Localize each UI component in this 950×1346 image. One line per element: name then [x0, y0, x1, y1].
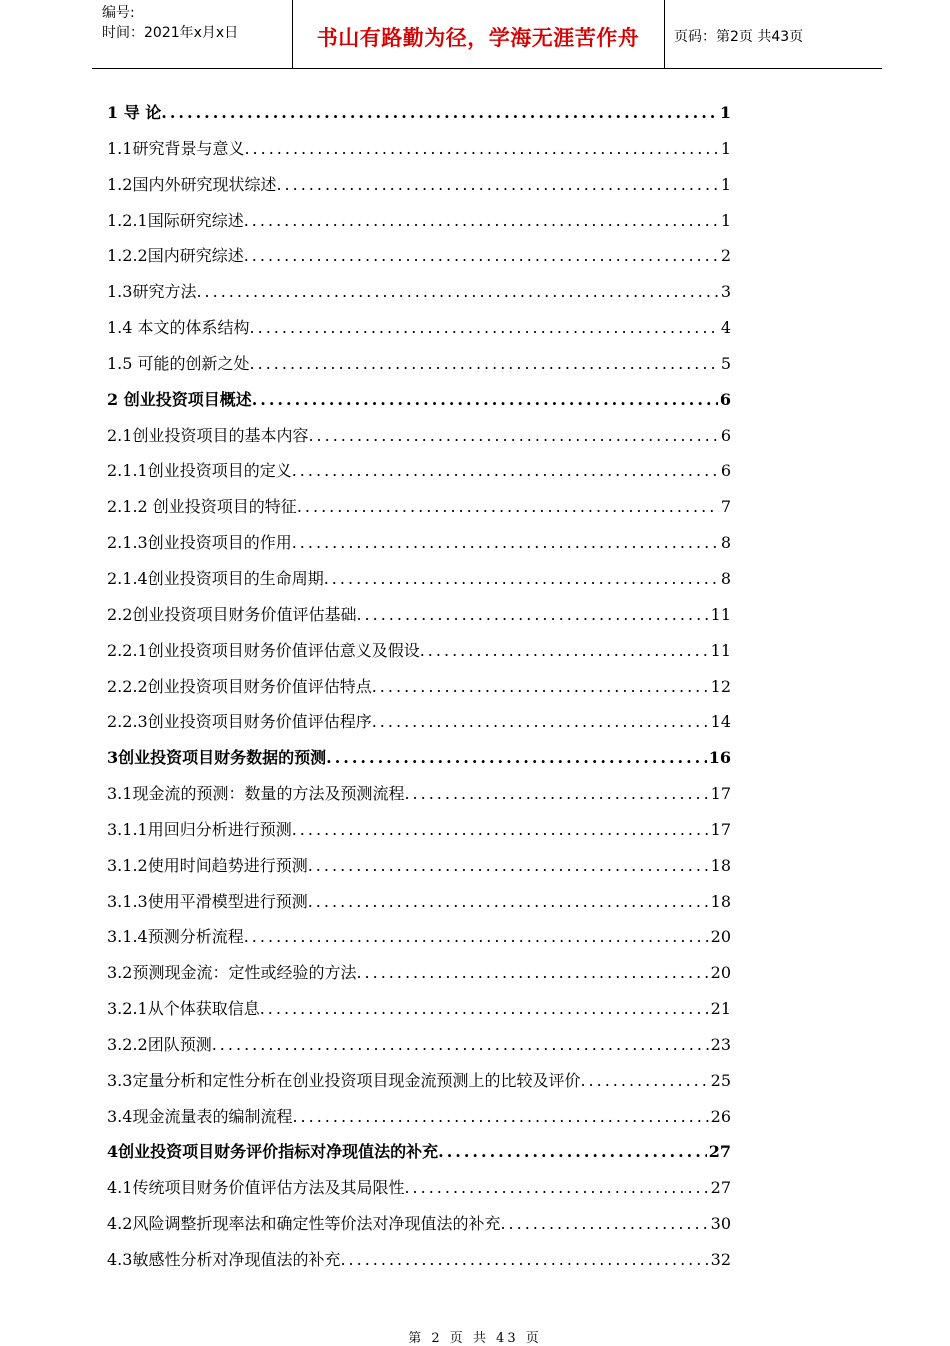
- toc-entry-title: 2.1创业投资项目的基本内容: [107, 425, 309, 445]
- toc-dot-leader: [324, 561, 719, 597]
- toc-dot-leader: [356, 955, 708, 991]
- toc-entry-title: 2.2.1创业投资项目财务价值评估意义及假设: [107, 640, 420, 660]
- toc-entry[interactable]: [107, 489, 731, 525]
- toc-entry[interactable]: [107, 1063, 731, 1099]
- header-page-cell: [664, 0, 882, 68]
- toc-entry-page-number: 2: [720, 246, 731, 266]
- toc-entry-title: 3.1.3使用平滑模型进行预测: [107, 891, 308, 911]
- toc-dot-leader: [244, 919, 709, 955]
- toc-dot-leader: [308, 884, 709, 920]
- toc-entry-page-number: 6: [719, 389, 731, 409]
- table-of-contents: [107, 95, 731, 1278]
- toc-entry-title: 2.2创业投资项目财务价值评估基础: [107, 604, 357, 624]
- toc-entry-page-number: 1: [720, 138, 731, 158]
- toc-entry-page-number: 14: [710, 712, 731, 732]
- toc-dot-leader: [244, 203, 719, 239]
- toc-entry-title: 2.2.3创业投资项目财务价值评估程序: [107, 712, 372, 732]
- toc-entry[interactable]: [107, 955, 731, 991]
- toc-dot-leader: [292, 812, 709, 848]
- toc-entry[interactable]: [107, 991, 731, 1027]
- toc-entry-page-number: 27: [710, 1178, 731, 1198]
- toc-entry-title: 2.1.3创业投资项目的作用: [107, 533, 292, 553]
- toc-entry-title: 1.5 可能的创新之处: [107, 353, 250, 373]
- toc-entry-page-number: 3: [720, 282, 731, 302]
- toc-entry-page-number: 1: [720, 174, 731, 194]
- toc-dot-leader: [372, 669, 709, 705]
- toc-entry-title: 1 导 论: [107, 103, 162, 122]
- toc-entry-title: 1.2.1国际研究综述: [107, 210, 244, 230]
- toc-entry-title: 2.2.2创业投资项目财务价值评估特点: [107, 676, 372, 696]
- toc-entry[interactable]: [107, 812, 731, 848]
- toc-dot-leader: [260, 991, 709, 1027]
- toc-entry[interactable]: [107, 848, 731, 884]
- toc-entry-title: 2.1.1创业投资项目的定义: [107, 461, 292, 481]
- toc-entry[interactable]: [107, 1170, 731, 1206]
- toc-entry[interactable]: [107, 525, 731, 561]
- header-motto: 书山有路勤为径，学海无涯苦作舟: [316, 26, 640, 50]
- toc-dot-leader: [372, 704, 709, 740]
- toc-entry-page-number: 18: [710, 891, 731, 911]
- toc-dot-leader: [297, 489, 719, 525]
- header-motto-cell: [292, 0, 665, 68]
- toc-entry[interactable]: [107, 633, 731, 669]
- toc-entry-title: 2.1.4创业投资项目的生命周期: [107, 568, 324, 588]
- toc-entry-title: 4.1传统项目财务价值评估方法及其局限性: [107, 1178, 405, 1198]
- toc-dot-leader: [356, 597, 708, 633]
- toc-entry-title: 3.2预测现金流：定性或经验的方法: [107, 963, 357, 983]
- toc-entry-page-number: 12: [710, 676, 731, 696]
- header-meta-cell: [92, 0, 293, 68]
- toc-entry[interactable]: [107, 203, 731, 239]
- toc-entry[interactable]: [107, 418, 731, 454]
- toc-entry[interactable]: [107, 1206, 731, 1242]
- toc-dot-leader: [404, 776, 708, 812]
- toc-entry-title: 3.1.4预测分析流程: [107, 927, 244, 947]
- toc-dot-leader: [250, 310, 719, 346]
- toc-dot-leader: [308, 848, 709, 884]
- header-page-label: 页码：第2页 共43页: [674, 29, 804, 45]
- toc-entry-page-number: 18: [710, 855, 731, 875]
- toc-entry-page-number: 30: [710, 1214, 731, 1234]
- toc-entry-page-number: 7: [720, 497, 731, 517]
- toc-entry[interactable]: [107, 167, 731, 203]
- toc-entry-page-number: 23: [710, 1034, 731, 1054]
- toc-dot-leader: [292, 525, 719, 561]
- toc-entry[interactable]: [107, 1027, 731, 1063]
- page-header: [92, 0, 882, 69]
- toc-dot-leader: [212, 1027, 709, 1063]
- toc-dot-leader: [196, 274, 718, 310]
- toc-entry[interactable]: [107, 919, 731, 955]
- toc-entry[interactable]: [107, 561, 731, 597]
- toc-entry-page-number: 4: [720, 318, 731, 338]
- toc-entry-page-number: 20: [710, 963, 731, 983]
- toc-entry-title: 3.1.2使用时间趋势进行预测: [107, 855, 308, 875]
- toc-entry[interactable]: [107, 597, 731, 633]
- toc-entry-page-number: 8: [720, 568, 731, 588]
- toc-dot-leader: [500, 1206, 708, 1242]
- toc-entry-page-number: 6: [720, 425, 731, 445]
- toc-entry-page-number: 8: [720, 533, 731, 553]
- toc-entry-title: 1.2.2国内研究综述: [107, 246, 244, 266]
- toc-dot-leader: [244, 238, 719, 274]
- toc-entry-page-number: 17: [710, 819, 731, 839]
- toc-entry[interactable]: [107, 346, 731, 382]
- toc-entry[interactable]: [107, 740, 731, 776]
- toc-entry[interactable]: [107, 95, 731, 131]
- toc-entry-title: 3.1现金流的预测：数量的方法及预测流程: [107, 784, 405, 804]
- toc-entry-page-number: 21: [710, 999, 731, 1019]
- toc-entry-title: 2.1.2 创业投资项目的特征: [107, 497, 297, 517]
- toc-dot-leader: [420, 633, 709, 669]
- toc-entry-page-number: 27: [708, 1142, 731, 1162]
- toc-entry-title: 4.2风险调整折现率法和确定性等价法对净现值法的补充: [107, 1214, 501, 1234]
- document-number-label: 编号:: [102, 5, 135, 21]
- toc-entry-title: 1.3研究方法: [107, 282, 197, 302]
- toc-entry[interactable]: [107, 1134, 731, 1170]
- toc-entry-page-number: 5: [720, 353, 731, 373]
- toc-entry-page-number: 11: [710, 604, 731, 624]
- toc-entry-title: 3.2.2团队预测: [107, 1034, 212, 1054]
- toc-entry-page-number: 11: [710, 640, 731, 660]
- toc-entry-page-number: 26: [710, 1106, 731, 1126]
- toc-entry[interactable]: [107, 1242, 731, 1278]
- toc-dot-leader: [340, 1242, 708, 1278]
- toc-dot-leader: [326, 740, 707, 776]
- toc-entry[interactable]: [107, 1099, 731, 1135]
- toc-entry[interactable]: [107, 453, 731, 489]
- toc-entry-title: 3.4现金流量表的编制流程: [107, 1106, 293, 1126]
- toc-entry[interactable]: [107, 884, 731, 920]
- toc-entry[interactable]: [107, 669, 731, 705]
- toc-entry-page-number: 1: [720, 210, 731, 230]
- toc-entry-title: 3创业投资项目财务数据的预测: [107, 748, 327, 768]
- toc-entry-title: 1.2国内外研究现状综述: [107, 174, 277, 194]
- toc-entry[interactable]: [107, 238, 731, 274]
- toc-dot-leader: [292, 453, 719, 489]
- toc-entry[interactable]: [107, 704, 731, 740]
- toc-entry-title: 2 创业投资项目概述: [107, 389, 252, 409]
- toc-entry[interactable]: [107, 310, 731, 346]
- toc-entry-page-number: 6: [720, 461, 731, 481]
- toc-dot-leader: [161, 95, 718, 131]
- toc-entry[interactable]: [107, 131, 731, 167]
- toc-entry-page-number: 17: [710, 784, 731, 804]
- toc-entry-title: 4创业投资项目财务评价指标对净现值法的补充: [107, 1142, 439, 1162]
- page-footer: 第 2 页 共 43 页: [408, 1331, 542, 1346]
- toc-entry-page-number: 20: [710, 927, 731, 947]
- toc-entry[interactable]: [107, 776, 731, 812]
- toc-dot-leader: [404, 1170, 708, 1206]
- toc-dot-leader: [292, 1099, 708, 1135]
- toc-dot-leader: [438, 1134, 707, 1170]
- toc-dot-leader: [580, 1063, 708, 1099]
- toc-dot-leader: [244, 131, 718, 167]
- toc-dot-leader: [250, 346, 719, 382]
- toc-entry-page-number: 25: [710, 1070, 731, 1090]
- toc-dot-leader: [308, 418, 718, 454]
- document-time-label: 时间：2021年x月x日: [102, 25, 239, 41]
- toc-entry-title: 3.2.1从个体获取信息: [107, 999, 260, 1019]
- toc-entry-title: 1.4 本文的体系结构: [107, 318, 250, 338]
- toc-entry-title: 3.3定量分析和定性分析在创业投资项目现金流预测上的比较及评价: [107, 1070, 581, 1090]
- toc-entry-title: 3.1.1用回归分析进行预测: [107, 819, 292, 839]
- toc-entry-title: 4.3敏感性分析对净现值法的补充: [107, 1250, 341, 1269]
- toc-entry[interactable]: [107, 382, 731, 418]
- toc-entry-page-number: 1: [719, 103, 731, 122]
- toc-entry-page-number: 16: [708, 748, 731, 768]
- toc-dot-leader: [276, 167, 718, 203]
- toc-entry-page-number: 32: [710, 1250, 731, 1269]
- toc-entry-title: 1.1研究背景与意义: [107, 138, 245, 158]
- toc-entry[interactable]: [107, 274, 731, 310]
- toc-dot-leader: [252, 382, 718, 418]
